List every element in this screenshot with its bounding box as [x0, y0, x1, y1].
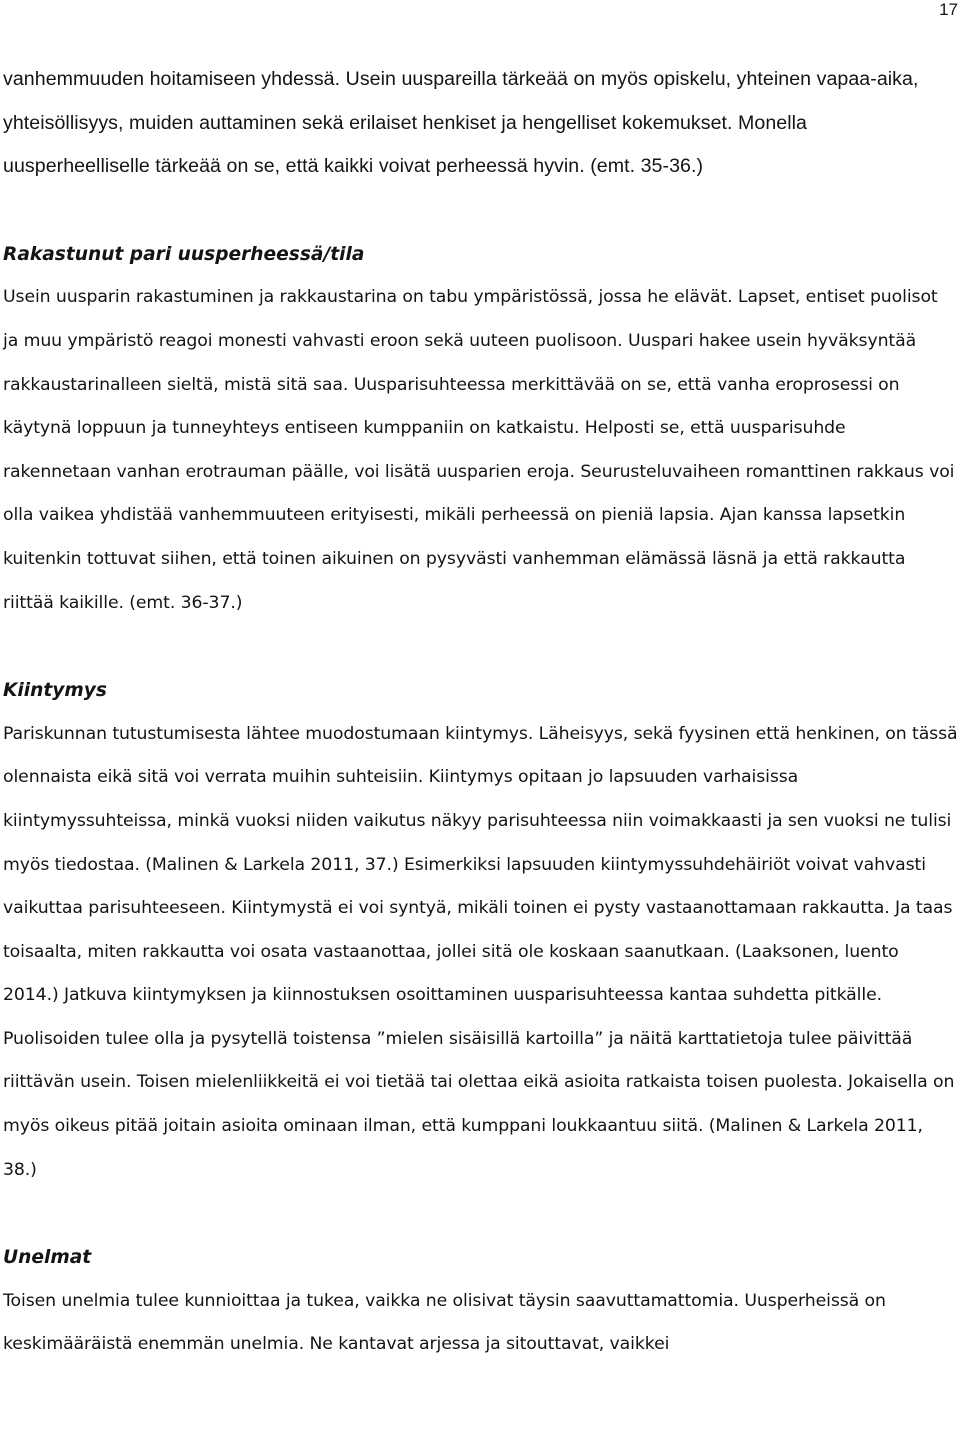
- intro-paragraph: vanhemmuuden hoitamiseen yhdessä. Usein uuspareilla tärkeää on myös opiskelu, yhteinen vapaa-aika, yhteisöllisyys, muiden auttaminen sekä erilaiset henkiset ja hengelliset kokemukset. Monella uusperheelliselle tärkeää on se, että kaikki voivat perheessä hyvin. (emt. 35-36.): [3, 68, 919, 178]
- section-spacer: [3, 625, 958, 669]
- section-heading-kiintymys: Kiintymys: [3, 680, 107, 702]
- document-body: [3, 58, 958, 1367]
- section-paragraph-kiintymys: Pariskunnan tutustumisesta lähtee muodostumaan kiintymys. Läheisyys, sekä fyysinen että henkinen, on tässä olennaista eikä sitä voi verrata muihin suhteisiin. Kiintymys opitaan jo lapsuuden varhaisissa kiintymyssuhteissa, minkä vuoksi niiden vaikutus näkyy parisuhteessa niin voimakkaasti ja sen vuoksi ne tulisi myös tiedostaa. (Malinen & Larkela 2011, 37.) Esimerkiksi lapsuuden kiintymyssuhdehäiriöt voivat vahvasti vaikuttaa parisuhteeseen. Kiintymystä ei voi syntyä, mikäli toinen ei pysty vastaanottamaan rakkautta. Ja taas toisaalta, miten rakkautta voi osata vastaanottaa, jollei sitä ole koskaan saanutkaan. (Laaksonen, luento 2014.) Jatkuva kiintymyksen ja kiinnostuksen osoittaminen uusparisuhteessa kantaa suhdetta pitkälle. Puolisoiden tulee olla ja pysytellä toistensa ”mielen sisäisillä kartoilla” ja näitä karttatietoja tulee päivittää riittävän usein. Toisen mielenliikkeitä ei voi tietää tai olettaa eikä asioita ratkaista toisen puolesta. Jokaisella on myös oikeus pitää joitain asioita ominaan ilman, että kumppani loukkaantuu siitä. (Malinen & Larkela 2011, 38.): [3, 723, 958, 1180]
- section-paragraph-rakastunut-pari: Usein uusparin rakastuminen ja rakkaustarina on tabu ympäristössä, jossa he elävät. Lapset, entiset puolisot ja muu ympäristö reagoi monesti vahvasti eroon sekä uuteen puolisoon. Uuspari hakee usein hyväksyntää rakkaustarinalleen sieltä, mistä sitä saa. Uusparisuhteessa merkittävää on se, että vanha eroprosessi on käytynä loppuun ja tunneyhteys entiseen kumppaniin on katkaistu. Helposti se, että uusparisuhde rakennetaan vanhan erotrauman päälle, voi lisätä uusparien eroja. Seurusteluvaiheen romanttinen rakkaus voi olla vaikea yhdistää vanhemmuuteen erityisesti, mikäli perheessä on pieniä lapsia. Ajan kanssa lapsetkin kuitenkin tottuvat siihen, että toinen aikuinen on pysyvästi vanhemman elämässä läsnä ja että rakkautta riittää kaikille. (emt. 36-37.): [3, 287, 955, 613]
- section-heading-unelmat: Unelmat: [3, 1247, 92, 1269]
- section-spacer: [3, 189, 958, 233]
- section-heading-rakastunut-pari: Rakastunut pari uusperheessä/tila: [3, 243, 365, 265]
- page-number: 17: [939, 0, 958, 19]
- section-paragraph-unelmat: Toisen unelmia tulee kunnioittaa ja tukea, vaikka ne olisivat täysin saavuttamattomia. Uusperheissä on keskimääräistä enemmän unelmia. Ne kantavat arjessa ja sitouttavat, vaikkei: [3, 1290, 886, 1355]
- section-spacer: [3, 1192, 958, 1236]
